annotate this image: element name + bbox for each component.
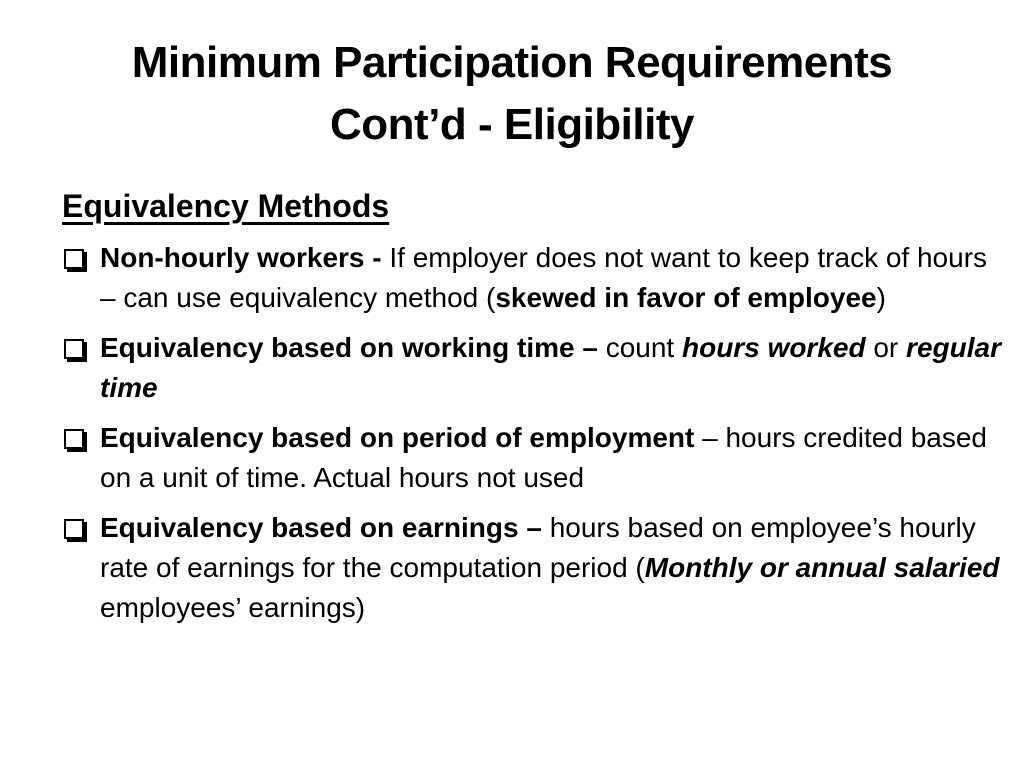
- bullet-text: employees’ earnings): [100, 592, 366, 623]
- bullet-text: – hours credited based on a unit of time. Actual hours not used: [100, 422, 987, 493]
- bullet-text: or: [865, 332, 907, 363]
- bullet-emphasis: regular time: [100, 332, 1001, 403]
- bullet-emphasis: skewed in favor of employee: [495, 282, 877, 313]
- bullet-text: count: [605, 332, 682, 363]
- checkbox-square-icon: [64, 249, 84, 269]
- bullet-item-non-hourly: [62, 238, 1002, 318]
- bullet-item-working-time: [62, 328, 1002, 408]
- bullet-emphasis: Monthly or annual salaried: [644, 552, 1000, 583]
- bullet-item-period-of-employment: [62, 418, 1002, 498]
- bullet-item-earnings: [62, 508, 1002, 628]
- bullet-lead: Non-hourly workers -: [100, 242, 390, 273]
- section-subheading: Equivalency Methods: [62, 188, 390, 224]
- bullet-list: [62, 238, 1002, 638]
- checkbox-square-icon: [64, 429, 84, 449]
- bullet-text: ): [876, 282, 886, 313]
- checkbox-square-icon: [64, 339, 84, 359]
- bullet-emphasis: hours worked: [681, 332, 866, 363]
- slide-title: [30, 32, 994, 156]
- bullet-lead: Equivalency based on period of employment: [100, 422, 695, 453]
- title-line-2: Cont’d - Eligibility: [330, 100, 694, 149]
- title-line-1: Minimum Participation Requirements: [131, 38, 893, 87]
- bullet-text: hours based on employee’s hourly rate of earnings for the computation period (: [100, 512, 976, 583]
- bullet-lead: Equivalency based on earnings –: [100, 512, 550, 543]
- bullet-lead: Equivalency based on working time –: [100, 332, 606, 363]
- checkbox-square-icon: [64, 519, 84, 539]
- bullet-text: If employer does not want to keep track of hours – can use equivalency method (: [100, 242, 988, 313]
